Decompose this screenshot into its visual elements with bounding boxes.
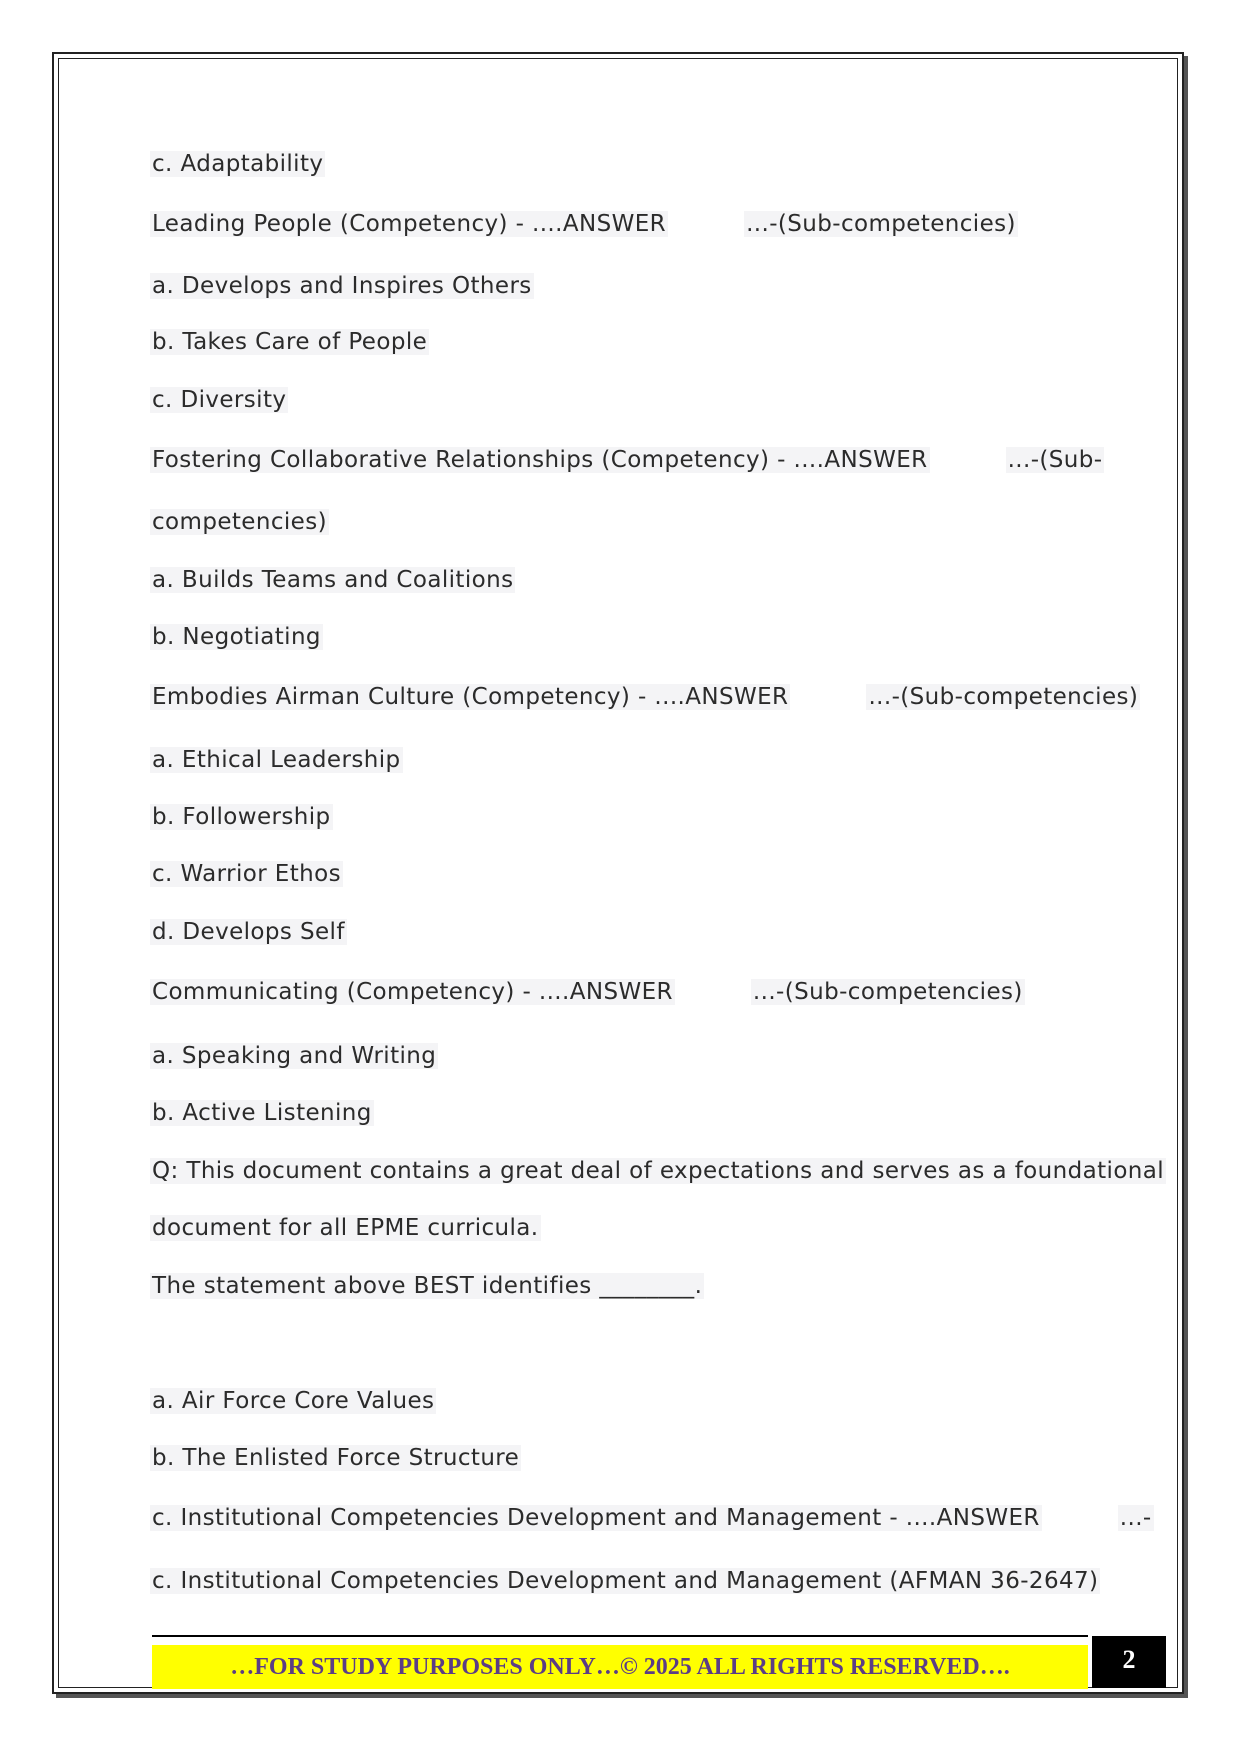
text-line: c. Diversity	[152, 387, 287, 413]
competency-heading: Communicating (Competency) - ....ANSWER ...-(Sub-competencies)	[152, 979, 1023, 1005]
text-line: d. Develops Self	[152, 919, 345, 945]
footer-divider	[152, 1635, 1088, 1637]
question-prompt: The statement above BEST identifies ________.	[152, 1273, 703, 1299]
correct-answer: c. Institutional Competencies Development and Management (AFMAN 36-2647)	[152, 1568, 1099, 1594]
text-line: a. Builds Teams and Coalitions	[152, 567, 514, 593]
text-line: a. Develops and Inspires Others	[152, 273, 532, 299]
competency-heading: Leading People (Competency) - ....ANSWER ...-(Sub-competencies)	[152, 211, 1016, 237]
text-line: a. Speaking and Writing	[152, 1043, 437, 1069]
text-line: b. Takes Care of People	[152, 329, 428, 355]
page-number: 2	[1092, 1636, 1166, 1688]
text-line: c. Warrior Ethos	[152, 861, 341, 887]
footer-banner: …FOR STUDY PURPOSES ONLY…© 2025 ALL RIGHTS RESERVED….	[152, 1645, 1088, 1689]
answer-option: a. Air Force Core Values	[152, 1388, 435, 1414]
text-line: b. Followership	[152, 804, 331, 830]
text-line: c. Adaptability	[152, 151, 324, 177]
answer-option: b. The Enlisted Force Structure	[152, 1445, 520, 1471]
text-line: b. Active Listening	[152, 1100, 372, 1126]
answer-option: c. Institutional Competencies Development and Management - ....ANSWER ...-	[152, 1505, 1152, 1531]
question-text: document for all EPME curricula.	[152, 1215, 539, 1241]
text-line: a. Ethical Leadership	[152, 747, 401, 773]
question-text: Q: This document contains a great deal of expectations and serves as a foundational	[152, 1158, 1165, 1184]
text-line: competencies)	[152, 509, 327, 535]
competency-heading: Fostering Collaborative Relationships (Competency) - ....ANSWER ...-(Sub-	[152, 447, 1103, 473]
text-line: b. Negotiating	[152, 624, 321, 650]
competency-heading: Embodies Airman Culture (Competency) - ....ANSWER ...-(Sub-competencies)	[152, 684, 1139, 710]
